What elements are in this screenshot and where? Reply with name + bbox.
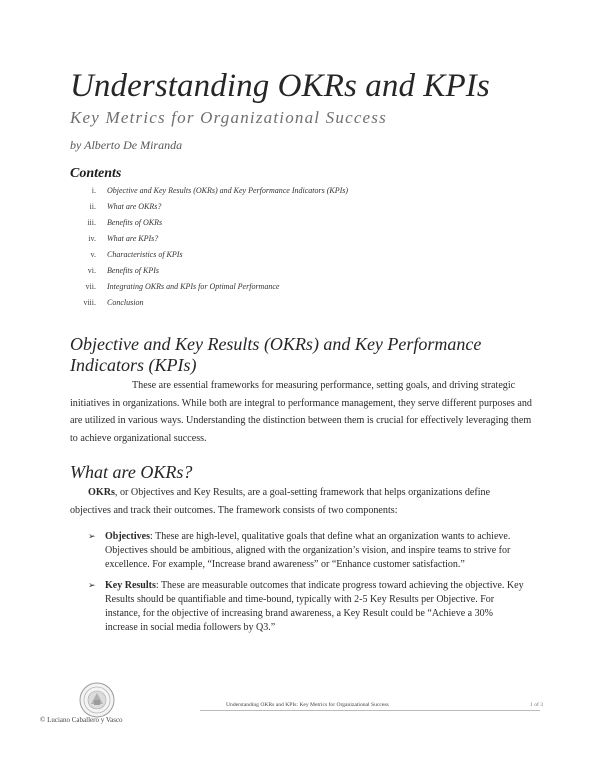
toc-item <box>70 230 490 246</box>
toc-item <box>70 198 490 214</box>
university-seal-icon <box>79 682 115 718</box>
section-okrs-intro <box>70 484 532 519</box>
toc-item-number: v. <box>90 249 96 259</box>
section-heading-okrs-kpis: Objective and Key Results (OKRs) and Key Performance Indicators (KPIs) <box>70 334 482 375</box>
list-item <box>88 530 528 571</box>
toc-item-number: iii. <box>87 217 96 227</box>
okrs-intro-text: , or Objectives and Key Results, are a goal-setting framework that helps organizations define objectives and track their outcomes. The framework consists of two components: <box>70 487 491 516</box>
toc-link[interactable]: Conclusion <box>107 298 144 308</box>
document-title: Understanding OKRs and KPIs <box>70 68 490 104</box>
toc-link[interactable]: Integrating OKRs and KPIs for Optimal Performance <box>107 282 280 292</box>
toc-item-number: iv. <box>88 233 96 243</box>
section-body-text: These are essential frameworks for measuring performance, setting goals, and driving strategic initiatives in organizations. While both are integral to performance management, they serve different purposes and are utilized in various ways. Understanding the distinction between them is crucial for effectively leveraging them to achieve organizational success. <box>70 380 532 444</box>
toc-item <box>70 182 490 198</box>
list-item-text: : These are high-level, qualitative goals that define what an organization wants to achieve. Objectives should be ambitious, aligned with the organization’s vision, and inspire teams to strive for excellence. For example, “Increase brand awareness” or “Enhance customer satisfaction.” <box>105 531 511 570</box>
section-okrs-kpis-body <box>70 377 532 447</box>
running-footer-title: Understanding OKRs and KPIs: Key Metrics for Organizational Success <box>226 702 389 708</box>
section-heading-what-are-okrs: What are OKRs? <box>70 462 193 482</box>
toc-item <box>70 295 490 311</box>
arrow-bullet-icon: ➢ <box>88 531 96 541</box>
okrs-term: OKRs <box>88 487 115 498</box>
toc-link[interactable]: What are KPIs? <box>107 233 159 243</box>
list-item-term: Objectives <box>105 531 150 542</box>
document-byline: by Alberto De Miranda <box>70 138 183 152</box>
toc-item-number: vi. <box>87 266 96 276</box>
toc-link[interactable]: Characteristics of KPIs <box>107 249 183 259</box>
page-number: 1 of 3 <box>530 702 544 708</box>
toc-link[interactable]: Benefits of KPIs <box>107 266 159 276</box>
toc-item-number: ii. <box>89 201 96 211</box>
toc-item <box>70 279 490 295</box>
copyright-notice: © Luciano Caballero y Vasco <box>40 716 123 724</box>
toc-heading: Contents <box>70 166 122 181</box>
list-item-term: Key Results <box>105 580 156 592</box>
document-subtitle: Key Metrics for Organizational Success <box>70 108 387 127</box>
toc-link[interactable]: Benefits of OKRs <box>107 217 163 227</box>
okr-components-list <box>88 530 528 635</box>
arrow-bullet-icon: ➢ <box>88 580 96 591</box>
footer-divider <box>200 710 540 711</box>
list-item <box>88 579 528 634</box>
table-of-contents <box>70 182 490 311</box>
toc-item <box>70 246 490 262</box>
toc-link[interactable]: Objective and Key Results (OKRs) and Key Performance Indicators (KPIs) <box>107 185 349 195</box>
toc-item-number: i. <box>91 185 96 195</box>
toc-item <box>70 214 490 230</box>
toc-link[interactable]: What are OKRs? <box>107 201 162 211</box>
toc-item-number: vii. <box>85 282 96 292</box>
toc-item-number: viii. <box>83 298 96 308</box>
list-item-text: : These are measurable outcomes that indicate progress toward achieving the objective. Key Results should be quantifiable and time-bound, typically with 2-5 Key Results per Objective. For instance, for the objective of increasing brand awareness, a Key Result could be “Achieve a 30% increase in social media followers by Q3.” <box>105 580 524 633</box>
toc-item <box>70 262 490 278</box>
